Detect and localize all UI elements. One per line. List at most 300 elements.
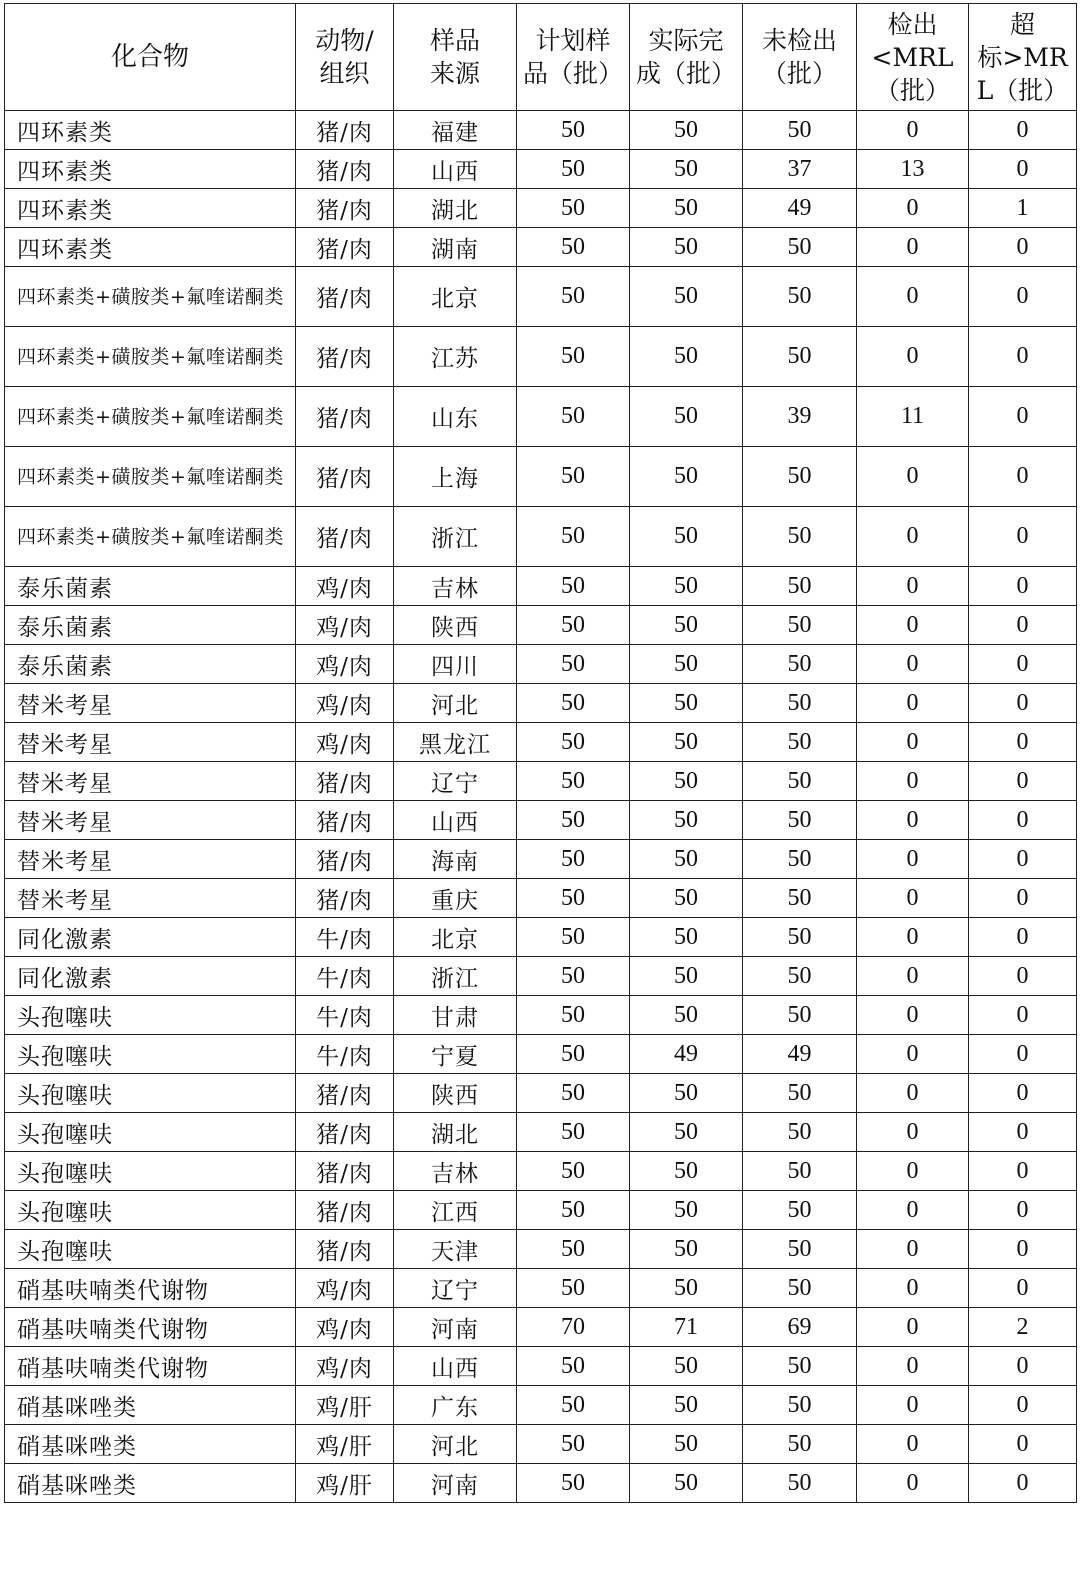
cell-planned: 50: [517, 1074, 630, 1113]
cell-planned: 50: [517, 723, 630, 762]
cell-animal-tissue: 猪/肉: [296, 189, 394, 228]
cell-animal-tissue: 鸡/肝: [296, 1425, 394, 1464]
header-not-detected: 未检出 （批）: [743, 4, 857, 111]
cell-compound: 四环素类: [5, 189, 296, 228]
cell-below-mrl: 0: [857, 645, 969, 684]
cell-planned: 50: [517, 111, 630, 150]
cell-animal-tissue: 猪/肉: [296, 150, 394, 189]
table-row: [5, 228, 1077, 267]
cell-sample-source: 天津: [394, 1230, 517, 1269]
cell-planned: 50: [517, 1191, 630, 1230]
cell-completed: 50: [630, 1191, 743, 1230]
cell-sample-source: 湖北: [394, 1113, 517, 1152]
cell-animal-tissue: 猪/肉: [296, 228, 394, 267]
cell-animal-tissue: 鸡/肉: [296, 723, 394, 762]
cell-below-mrl: 0: [857, 1425, 969, 1464]
table-row: [5, 507, 1077, 567]
cell-animal-tissue: 猪/肉: [296, 1152, 394, 1191]
cell-exceeds-mrl: 0: [969, 567, 1077, 606]
cell-sample-source: 浙江: [394, 507, 517, 567]
cell-exceeds-mrl: 0: [969, 1425, 1077, 1464]
cell-completed: 50: [630, 228, 743, 267]
cell-below-mrl: 0: [857, 996, 969, 1035]
cell-not-detected: 50: [743, 1347, 857, 1386]
cell-completed: 71: [630, 1308, 743, 1347]
cell-exceeds-mrl: 0: [969, 507, 1077, 567]
table-row: [5, 1386, 1077, 1425]
cell-compound: 四环素类: [5, 111, 296, 150]
header-detected-below-mrl: 检出 <MRL （批）: [857, 4, 969, 111]
cell-sample-source: 湖北: [394, 189, 517, 228]
cell-planned: 50: [517, 1347, 630, 1386]
cell-compound: 硝基呋喃类代谢物: [5, 1308, 296, 1347]
table-row: [5, 111, 1077, 150]
cell-compound: 替米考星: [5, 801, 296, 840]
cell-completed: 50: [630, 1464, 743, 1503]
cell-not-detected: 50: [743, 762, 857, 801]
cell-completed: 50: [630, 189, 743, 228]
cell-compound: 替米考星: [5, 762, 296, 801]
cell-compound: 四环素类+磺胺类+氟喹诺酮类: [5, 507, 296, 567]
cell-planned: 50: [517, 150, 630, 189]
header-planned-batches: 计划样 品（批）: [517, 4, 630, 111]
cell-exceeds-mrl: 0: [969, 1191, 1077, 1230]
cell-below-mrl: 0: [857, 1152, 969, 1191]
cell-animal-tissue: 猪/肉: [296, 1074, 394, 1113]
cell-exceeds-mrl: 0: [969, 918, 1077, 957]
cell-sample-source: 湖南: [394, 228, 517, 267]
cell-compound: 泰乐菌素: [5, 567, 296, 606]
cell-not-detected: 50: [743, 606, 857, 645]
cell-not-detected: 50: [743, 957, 857, 996]
header-animal-tissue: 动物/ 组织: [296, 4, 394, 111]
cell-planned: 50: [517, 1269, 630, 1308]
cell-completed: 50: [630, 111, 743, 150]
cell-not-detected: 50: [743, 1269, 857, 1308]
cell-sample-source: 河北: [394, 1425, 517, 1464]
cell-animal-tissue: 鸡/肉: [296, 645, 394, 684]
cell-sample-source: 山西: [394, 801, 517, 840]
cell-sample-source: 北京: [394, 267, 517, 327]
cell-completed: 50: [630, 918, 743, 957]
cell-completed: 50: [630, 1269, 743, 1308]
table-row: [5, 327, 1077, 387]
table-row: [5, 567, 1077, 606]
cell-exceeds-mrl: 0: [969, 1113, 1077, 1152]
cell-completed: 50: [630, 1230, 743, 1269]
cell-exceeds-mrl: 0: [969, 228, 1077, 267]
cell-completed: 50: [630, 1347, 743, 1386]
header-compound: 化合物: [5, 4, 296, 111]
cell-planned: 50: [517, 1386, 630, 1425]
cell-sample-source: 广东: [394, 1386, 517, 1425]
cell-sample-source: 辽宁: [394, 762, 517, 801]
cell-exceeds-mrl: 0: [969, 1035, 1077, 1074]
cell-planned: 50: [517, 762, 630, 801]
table-row: [5, 996, 1077, 1035]
cell-compound: 头孢噻呋: [5, 1152, 296, 1191]
table-row: [5, 1269, 1077, 1308]
cell-sample-source: 宁夏: [394, 1035, 517, 1074]
cell-compound: 替米考星: [5, 723, 296, 762]
cell-not-detected: 50: [743, 1113, 857, 1152]
cell-completed: 50: [630, 1152, 743, 1191]
cell-not-detected: 50: [743, 684, 857, 723]
cell-exceeds-mrl: 0: [969, 1464, 1077, 1503]
cell-below-mrl: 0: [857, 606, 969, 645]
cell-compound: 硝基咪唑类: [5, 1425, 296, 1464]
cell-sample-source: 甘肃: [394, 996, 517, 1035]
cell-completed: 50: [630, 387, 743, 447]
cell-below-mrl: 0: [857, 447, 969, 507]
cell-planned: 50: [517, 957, 630, 996]
cell-compound: 四环素类: [5, 150, 296, 189]
header-sample-source: 样品 来源: [394, 4, 517, 111]
cell-below-mrl: 0: [857, 1191, 969, 1230]
table-row: [5, 1191, 1077, 1230]
cell-animal-tissue: 猪/肉: [296, 1113, 394, 1152]
cell-completed: 50: [630, 762, 743, 801]
cell-planned: 50: [517, 1035, 630, 1074]
cell-animal-tissue: 鸡/肉: [296, 684, 394, 723]
cell-completed: 50: [630, 567, 743, 606]
cell-compound: 硝基咪唑类: [5, 1386, 296, 1425]
cell-exceeds-mrl: 0: [969, 1347, 1077, 1386]
cell-animal-tissue: 鸡/肉: [296, 1347, 394, 1386]
cell-below-mrl: 0: [857, 228, 969, 267]
header-exceeds-mrl: 超 标>MR L（批）: [969, 4, 1077, 111]
cell-animal-tissue: 猪/肉: [296, 267, 394, 327]
cell-exceeds-mrl: 0: [969, 1152, 1077, 1191]
table-row: [5, 267, 1077, 327]
cell-animal-tissue: 鸡/肉: [296, 606, 394, 645]
cell-below-mrl: 0: [857, 567, 969, 606]
table-row: [5, 1464, 1077, 1503]
cell-compound: 四环素类: [5, 228, 296, 267]
cell-exceeds-mrl: 0: [969, 447, 1077, 507]
cell-sample-source: 海南: [394, 840, 517, 879]
cell-animal-tissue: 鸡/肝: [296, 1464, 394, 1503]
cell-not-detected: 50: [743, 111, 857, 150]
cell-compound: 四环素类+磺胺类+氟喹诺酮类: [5, 327, 296, 387]
cell-completed: 50: [630, 957, 743, 996]
cell-sample-source: 山东: [394, 387, 517, 447]
cell-planned: 50: [517, 1230, 630, 1269]
cell-below-mrl: 0: [857, 1308, 969, 1347]
cell-completed: 50: [630, 267, 743, 327]
cell-planned: 50: [517, 1113, 630, 1152]
cell-sample-source: 吉林: [394, 1152, 517, 1191]
cell-not-detected: 50: [743, 1230, 857, 1269]
cell-below-mrl: 0: [857, 1035, 969, 1074]
cell-planned: 50: [517, 879, 630, 918]
cell-planned: 50: [517, 606, 630, 645]
cell-completed: 50: [630, 840, 743, 879]
cell-not-detected: 50: [743, 996, 857, 1035]
cell-sample-source: 河北: [394, 684, 517, 723]
cell-exceeds-mrl: 0: [969, 267, 1077, 327]
cell-completed: 50: [630, 801, 743, 840]
cell-below-mrl: 0: [857, 327, 969, 387]
cell-compound: 头孢噻呋: [5, 996, 296, 1035]
cell-planned: 50: [517, 1152, 630, 1191]
cell-sample-source: 黑龙江: [394, 723, 517, 762]
cell-not-detected: 50: [743, 1074, 857, 1113]
cell-exceeds-mrl: 0: [969, 996, 1077, 1035]
cell-below-mrl: 0: [857, 1230, 969, 1269]
cell-completed: 50: [630, 150, 743, 189]
cell-planned: 50: [517, 684, 630, 723]
cell-planned: 50: [517, 267, 630, 327]
table-row: [5, 801, 1077, 840]
cell-below-mrl: 0: [857, 507, 969, 567]
cell-below-mrl: 13: [857, 150, 969, 189]
cell-completed: 49: [630, 1035, 743, 1074]
table-row: [5, 957, 1077, 996]
cell-animal-tissue: 猪/肉: [296, 387, 394, 447]
cell-exceeds-mrl: 0: [969, 1269, 1077, 1308]
cell-animal-tissue: 牛/肉: [296, 918, 394, 957]
cell-animal-tissue: 猪/肉: [296, 447, 394, 507]
cell-not-detected: 50: [743, 507, 857, 567]
cell-compound: 同化激素: [5, 918, 296, 957]
cell-sample-source: 吉林: [394, 567, 517, 606]
cell-sample-source: 福建: [394, 111, 517, 150]
cell-below-mrl: 0: [857, 957, 969, 996]
cell-planned: 50: [517, 447, 630, 507]
cell-exceeds-mrl: 0: [969, 840, 1077, 879]
cell-completed: 50: [630, 1074, 743, 1113]
cell-below-mrl: 0: [857, 801, 969, 840]
cell-planned: 50: [517, 507, 630, 567]
cell-planned: 50: [517, 645, 630, 684]
cell-not-detected: 50: [743, 1191, 857, 1230]
table-row: [5, 1152, 1077, 1191]
table-row: [5, 918, 1077, 957]
cell-not-detected: 39: [743, 387, 857, 447]
cell-animal-tissue: 猪/肉: [296, 111, 394, 150]
cell-completed: 50: [630, 1425, 743, 1464]
table-row: [5, 879, 1077, 918]
cell-planned: 50: [517, 567, 630, 606]
cell-not-detected: 50: [743, 1386, 857, 1425]
cell-sample-source: 辽宁: [394, 1269, 517, 1308]
cell-animal-tissue: 猪/肉: [296, 801, 394, 840]
cell-below-mrl: 0: [857, 1113, 969, 1152]
cell-sample-source: 河南: [394, 1308, 517, 1347]
cell-compound: 泰乐菌素: [5, 606, 296, 645]
table-row: [5, 1308, 1077, 1347]
cell-exceeds-mrl: 0: [969, 387, 1077, 447]
cell-exceeds-mrl: 0: [969, 1230, 1077, 1269]
cell-planned: 50: [517, 327, 630, 387]
cell-sample-source: 江西: [394, 1191, 517, 1230]
cell-below-mrl: 0: [857, 840, 969, 879]
cell-sample-source: 重庆: [394, 879, 517, 918]
cell-planned: 50: [517, 228, 630, 267]
cell-compound: 替米考星: [5, 684, 296, 723]
cell-below-mrl: 0: [857, 879, 969, 918]
cell-compound: 头孢噻呋: [5, 1191, 296, 1230]
cell-below-mrl: 0: [857, 1269, 969, 1308]
cell-planned: 50: [517, 840, 630, 879]
cell-animal-tissue: 鸡/肝: [296, 1386, 394, 1425]
table-row: [5, 762, 1077, 801]
cell-below-mrl: 0: [857, 762, 969, 801]
cell-animal-tissue: 牛/肉: [296, 996, 394, 1035]
cell-compound: 泰乐菌素: [5, 645, 296, 684]
cell-sample-source: 上海: [394, 447, 517, 507]
table-body: [5, 111, 1077, 1503]
cell-not-detected: 50: [743, 1464, 857, 1503]
cell-completed: 50: [630, 996, 743, 1035]
cell-exceeds-mrl: 0: [969, 327, 1077, 387]
cell-below-mrl: 0: [857, 1074, 969, 1113]
cell-planned: 50: [517, 1425, 630, 1464]
cell-exceeds-mrl: 0: [969, 1074, 1077, 1113]
table-row: [5, 606, 1077, 645]
cell-sample-source: 北京: [394, 918, 517, 957]
cell-not-detected: 50: [743, 879, 857, 918]
cell-compound: 硝基咪唑类: [5, 1464, 296, 1503]
cell-compound: 硝基呋喃类代谢物: [5, 1269, 296, 1308]
cell-below-mrl: 0: [857, 189, 969, 228]
cell-compound: 四环素类+磺胺类+氟喹诺酮类: [5, 387, 296, 447]
cell-not-detected: 50: [743, 447, 857, 507]
cell-completed: 50: [630, 1113, 743, 1152]
cell-sample-source: 河南: [394, 1464, 517, 1503]
cell-not-detected: 50: [743, 327, 857, 387]
cell-below-mrl: 0: [857, 1464, 969, 1503]
table-row: [5, 684, 1077, 723]
cell-planned: 50: [517, 918, 630, 957]
table-row: [5, 1074, 1077, 1113]
cell-not-detected: 50: [743, 840, 857, 879]
table-row: [5, 150, 1077, 189]
cell-not-detected: 49: [743, 189, 857, 228]
cell-not-detected: 37: [743, 150, 857, 189]
cell-below-mrl: 0: [857, 684, 969, 723]
cell-planned: 50: [517, 387, 630, 447]
table-row: [5, 447, 1077, 507]
cell-exceeds-mrl: 0: [969, 762, 1077, 801]
cell-exceeds-mrl: 0: [969, 150, 1077, 189]
cell-exceeds-mrl: 0: [969, 879, 1077, 918]
cell-compound: 同化激素: [5, 957, 296, 996]
cell-below-mrl: 0: [857, 918, 969, 957]
cell-exceeds-mrl: 0: [969, 1386, 1077, 1425]
cell-completed: 50: [630, 684, 743, 723]
cell-animal-tissue: 猪/肉: [296, 507, 394, 567]
cell-sample-source: 山西: [394, 1347, 517, 1386]
cell-animal-tissue: 鸡/肉: [296, 1308, 394, 1347]
cell-not-detected: 50: [743, 645, 857, 684]
table-header-row: [5, 4, 1077, 111]
cell-exceeds-mrl: 1: [969, 189, 1077, 228]
cell-planned: 50: [517, 996, 630, 1035]
cell-sample-source: 山西: [394, 150, 517, 189]
cell-exceeds-mrl: 0: [969, 111, 1077, 150]
cell-animal-tissue: 牛/肉: [296, 957, 394, 996]
cell-sample-source: 陕西: [394, 1074, 517, 1113]
cell-compound: 四环素类+磺胺类+氟喹诺酮类: [5, 447, 296, 507]
cell-sample-source: 江苏: [394, 327, 517, 387]
cell-exceeds-mrl: 0: [969, 723, 1077, 762]
cell-not-detected: 50: [743, 1425, 857, 1464]
table-row: [5, 1425, 1077, 1464]
cell-animal-tissue: 猪/肉: [296, 1230, 394, 1269]
table-row: [5, 645, 1077, 684]
cell-not-detected: 50: [743, 567, 857, 606]
cell-completed: 50: [630, 645, 743, 684]
cell-below-mrl: 0: [857, 267, 969, 327]
table-row: [5, 1113, 1077, 1152]
cell-compound: 头孢噻呋: [5, 1035, 296, 1074]
cell-completed: 50: [630, 447, 743, 507]
table-row: [5, 723, 1077, 762]
table-row: [5, 1347, 1077, 1386]
cell-planned: 50: [517, 189, 630, 228]
header-completed-batches: 实际完 成（批）: [630, 4, 743, 111]
cell-completed: 50: [630, 723, 743, 762]
cell-exceeds-mrl: 0: [969, 645, 1077, 684]
cell-planned: 50: [517, 1464, 630, 1503]
cell-compound: 替米考星: [5, 840, 296, 879]
cell-not-detected: 50: [743, 801, 857, 840]
cell-sample-source: 陕西: [394, 606, 517, 645]
cell-not-detected: 50: [743, 228, 857, 267]
cell-not-detected: 50: [743, 1152, 857, 1191]
cell-animal-tissue: 猪/肉: [296, 1191, 394, 1230]
cell-completed: 50: [630, 606, 743, 645]
cell-compound: 四环素类+磺胺类+氟喹诺酮类: [5, 267, 296, 327]
table-row: [5, 1230, 1077, 1269]
table-row: [5, 189, 1077, 228]
cell-compound: 头孢噻呋: [5, 1074, 296, 1113]
table-row: [5, 1035, 1077, 1074]
cell-not-detected: 50: [743, 723, 857, 762]
cell-below-mrl: 11: [857, 387, 969, 447]
cell-animal-tissue: 猪/肉: [296, 762, 394, 801]
cell-compound: 头孢噻呋: [5, 1230, 296, 1269]
cell-sample-source: 浙江: [394, 957, 517, 996]
cell-animal-tissue: 鸡/肉: [296, 1269, 394, 1308]
cell-completed: 50: [630, 327, 743, 387]
cell-exceeds-mrl: 0: [969, 801, 1077, 840]
cell-sample-source: 四川: [394, 645, 517, 684]
table-row: [5, 387, 1077, 447]
cell-animal-tissue: 牛/肉: [296, 1035, 394, 1074]
cell-planned: 70: [517, 1308, 630, 1347]
cell-animal-tissue: 鸡/肉: [296, 567, 394, 606]
cell-exceeds-mrl: 2: [969, 1308, 1077, 1347]
cell-compound: 替米考星: [5, 879, 296, 918]
cell-not-detected: 69: [743, 1308, 857, 1347]
cell-not-detected: 50: [743, 918, 857, 957]
cell-completed: 50: [630, 879, 743, 918]
residue-monitoring-table: [4, 3, 1077, 1503]
cell-below-mrl: 0: [857, 111, 969, 150]
cell-compound: 硝基呋喃类代谢物: [5, 1347, 296, 1386]
cell-exceeds-mrl: 0: [969, 606, 1077, 645]
cell-compound: 头孢噻呋: [5, 1113, 296, 1152]
cell-below-mrl: 0: [857, 1347, 969, 1386]
cell-animal-tissue: 猪/肉: [296, 327, 394, 387]
cell-exceeds-mrl: 0: [969, 957, 1077, 996]
cell-not-detected: 49: [743, 1035, 857, 1074]
table-row: [5, 840, 1077, 879]
cell-not-detected: 50: [743, 267, 857, 327]
